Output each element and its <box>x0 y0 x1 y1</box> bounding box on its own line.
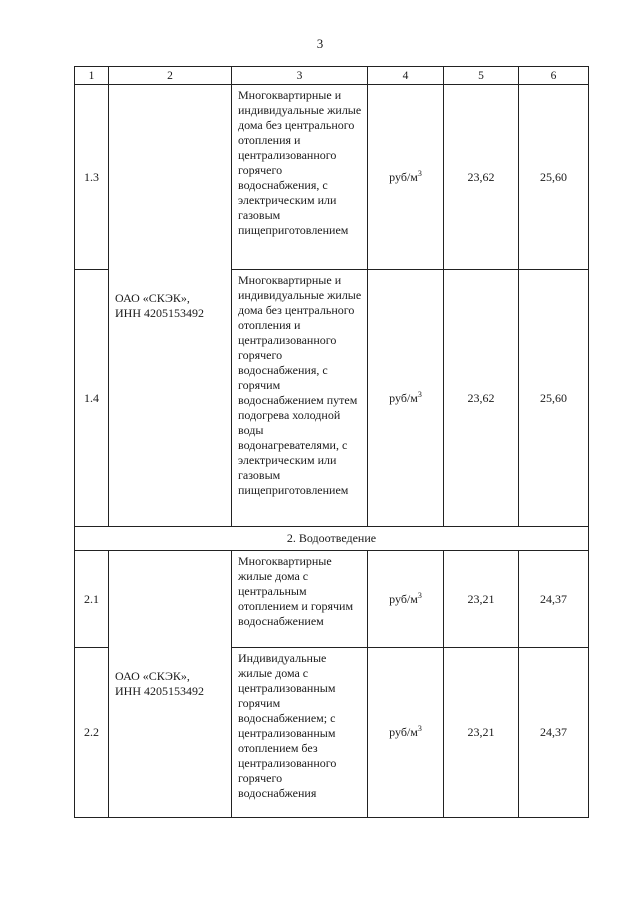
unit-label: руб/м <box>389 725 418 739</box>
organization-cell <box>109 551 232 818</box>
unit-cell <box>368 85 444 270</box>
unit-cell <box>368 551 444 648</box>
section-title: 2. Водоотведение <box>75 527 589 551</box>
header-cell: 3 <box>232 67 368 85</box>
tariff-value-1: 23,21 <box>444 551 519 648</box>
row-number: 2.1 <box>75 551 109 648</box>
header-cell: 2 <box>109 67 232 85</box>
consumer-description: Многоквартирные и индивидуальные жилые дома без центрального отопления и централизованного горячего водоснабжения, с горячим водоснабжением путем подогрева холодной воды водонагревателями, с электрическим или газовым пищеприготовлением <box>232 270 368 527</box>
table-row <box>75 85 589 270</box>
header-cell: 4 <box>368 67 444 85</box>
tariff-value-1: 23,62 <box>444 85 519 270</box>
unit-exponent: 3 <box>417 724 422 733</box>
tariff-table <box>74 66 589 818</box>
unit-cell <box>368 648 444 818</box>
section-heading-row <box>75 527 589 551</box>
row-number: 1.4 <box>75 270 109 527</box>
organization-name: ОАО «СКЭК», <box>115 290 190 305</box>
header-row <box>75 67 589 85</box>
unit-exponent: 3 <box>417 389 422 399</box>
header-cell: 5 <box>444 67 519 85</box>
header-cell: 1 <box>75 67 109 85</box>
unit-exponent: 3 <box>417 590 422 600</box>
consumer-description: Многоквартирные жилые дома с центральным отоплением и горячим водоснабжением <box>232 551 368 648</box>
organization-cell <box>109 85 232 527</box>
consumer-description: Индивидуальные жилые дома с централизованным горячим водоснабжением; с централизованным отоплением без централизованного горячего водоснабжения <box>232 648 368 818</box>
tariff-value-2: 24,37 <box>519 648 589 818</box>
unit-cell <box>368 270 444 527</box>
unit-label: руб/м <box>389 591 418 606</box>
table-row <box>75 551 589 648</box>
header-cell: 6 <box>519 67 589 85</box>
page-number: 3 <box>316 36 324 51</box>
unit-label: руб/м <box>389 390 418 405</box>
row-number: 2.2 <box>75 648 109 818</box>
organization-name: ОАО «СКЭК», <box>115 669 190 683</box>
organization-inn: ИНН 4205153492 <box>115 684 204 698</box>
tariff-value-1: 23,62 <box>444 270 519 527</box>
tariff-value-2: 25,60 <box>519 270 589 527</box>
tariff-value-1: 23,21 <box>444 648 519 818</box>
tariff-value-2: 25,60 <box>519 85 589 270</box>
unit-label: руб/м <box>389 169 418 184</box>
unit-exponent: 3 <box>417 168 422 178</box>
tariff-value-2: 24,37 <box>519 551 589 648</box>
row-number: 1.3 <box>75 85 109 270</box>
consumer-description: Многоквартирные и индивидуальные жилые дома без центрального отопления и централизованного горячего водоснабжения, с электрическим или газовым пищеприготовлением <box>232 85 368 270</box>
organization-inn: ИНН 4205153492 <box>115 305 204 320</box>
